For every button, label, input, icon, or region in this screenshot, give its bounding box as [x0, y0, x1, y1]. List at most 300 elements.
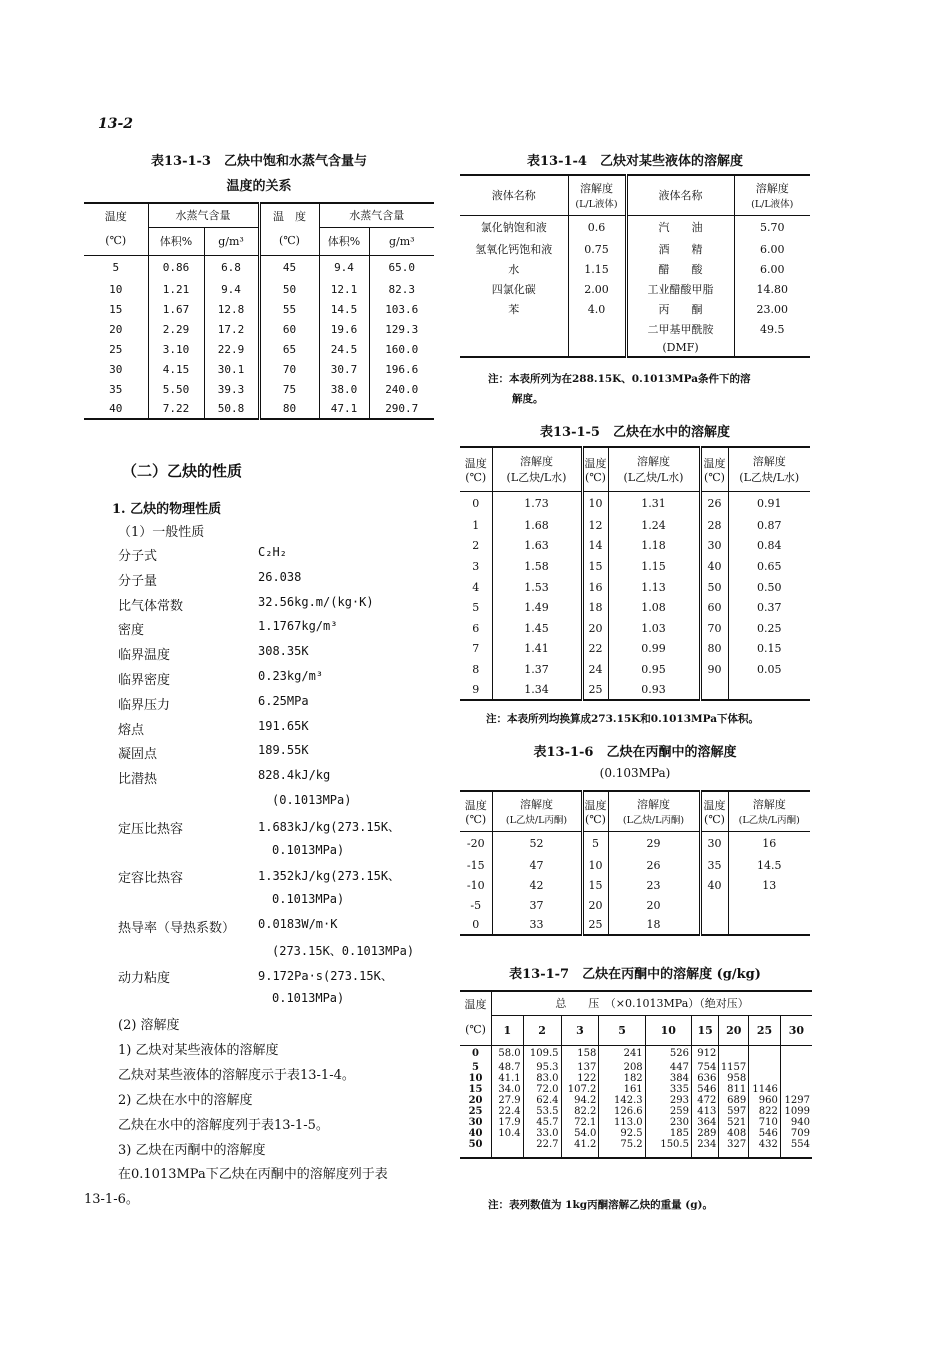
t3-h-vol2: 体积%: [319, 227, 369, 255]
t4-cell: 丙 酮: [626, 299, 734, 319]
t4-cell: 醋 酸: [626, 259, 734, 279]
t7-cell: 109.5: [523, 1045, 561, 1062]
t4-h-sol2-unit: (L/L液体): [751, 199, 794, 211]
t7-cell: 912: [691, 1045, 718, 1062]
t3-cell: 6.8: [204, 255, 259, 279]
property-name: 比气体常数: [118, 598, 184, 614]
t5-cell: 1.08: [608, 597, 700, 618]
t5-row: [460, 577, 810, 598]
t6-h-temp: [460, 791, 492, 831]
t3-cell: 80: [259, 399, 319, 419]
t4-cell: 4.0: [568, 299, 626, 319]
t7-cell: 960: [749, 1095, 781, 1106]
t7-cell: 62.4: [523, 1095, 561, 1106]
property-name: 比潜热: [118, 772, 158, 788]
t7-cell: 48.7: [492, 1062, 524, 1073]
t7-cell: 364: [691, 1117, 718, 1128]
t6-h-temp2-unit: (℃): [585, 812, 606, 826]
property-name: 热导率（导热系数）: [118, 921, 236, 936]
t5-h-sol2-unit: (L乙炔/L水): [623, 471, 684, 485]
t3-row: [84, 359, 434, 379]
t7-cell: 1099: [780, 1106, 812, 1117]
t3-cell: 82.3: [369, 279, 434, 299]
t7-cell: 811: [719, 1084, 749, 1095]
t3-cell: 5: [112, 260, 120, 274]
t4-cell: 6.00: [734, 259, 810, 279]
t4-cell: 酒 精: [626, 239, 734, 259]
t3-cell: 4.15: [148, 359, 204, 379]
t3-row: [84, 399, 434, 419]
t4-cell: 二甲基甲酰胺: [626, 319, 734, 339]
t7-h-pressure: 5: [599, 1015, 645, 1045]
t5-cell: 14: [582, 536, 608, 557]
t7-cell: 94.2: [561, 1095, 599, 1106]
t7-cell: 597: [719, 1106, 749, 1117]
t7-cell: 41.2: [561, 1139, 599, 1150]
t7-cell: 10.4: [492, 1128, 524, 1139]
t3-cell: 70: [259, 359, 319, 379]
t3-cell: 75: [259, 379, 319, 399]
t7-temp: 5: [472, 1062, 480, 1073]
t3-h-unit2: (℃): [259, 227, 319, 255]
property-name: 动力粘度: [118, 970, 171, 986]
t7-cell: 150.5: [645, 1139, 691, 1150]
sub2-heading: (2) 溶解度: [118, 1018, 180, 1033]
sub1a-heading: （1）一般性质: [118, 525, 205, 540]
t7-cell: [780, 1084, 812, 1095]
t3-row: [84, 339, 434, 359]
t7-cell: 107.2: [561, 1084, 599, 1095]
t7-cell: 142.3: [599, 1095, 645, 1106]
t3-cell: 19.6: [319, 319, 369, 339]
t5-cell: 2: [472, 539, 480, 553]
t4-row: [460, 279, 810, 299]
t6-h-sol3-label: 溶解度: [752, 798, 786, 812]
t4-cell: 四氯化碳: [491, 283, 536, 296]
t7-cell: 22.4: [492, 1106, 524, 1117]
t7-cell: 75.2: [599, 1139, 645, 1150]
t7-cell: 940: [780, 1117, 812, 1128]
t7-cell: 27.9: [492, 1095, 524, 1106]
t5-cell: [728, 680, 810, 701]
t4-cell: 0.6: [568, 215, 626, 239]
t6-row: [460, 895, 810, 915]
t5-cell: 0.15: [728, 639, 810, 660]
t7-cell: 432: [749, 1139, 781, 1150]
t7-row: [460, 1117, 812, 1128]
t5-cell: 0.91: [728, 491, 810, 515]
t3-cell: 22.9: [204, 339, 259, 359]
t3-cell: 60: [259, 319, 319, 339]
t7-cell: 289: [691, 1128, 718, 1139]
t7-h-press: 总 压 （×0.1013MPa）（绝对压）: [492, 991, 812, 1015]
property-name: 密度: [118, 623, 145, 639]
t7-cell: 17.9: [492, 1117, 524, 1128]
property-name: 定容比热容: [118, 871, 184, 887]
t7-temp: 30: [468, 1117, 483, 1128]
t5-cell: 1.58: [492, 556, 582, 577]
t7-cell: [749, 1073, 781, 1084]
t3-cell: 103.6: [369, 299, 434, 319]
t5-cell: 1.03: [608, 618, 700, 639]
t3-cell: 3.10: [148, 339, 204, 359]
t6-cell: -10: [466, 878, 485, 892]
t5-cell: 10: [582, 491, 608, 515]
t3-cell: 7.22: [148, 399, 204, 419]
t5-row: [460, 639, 810, 660]
p3-title: 3) 乙炔在丙酮中的溶解度: [118, 1143, 266, 1158]
t5-cell: 22: [582, 639, 608, 660]
t7-temp: 0: [472, 1048, 480, 1060]
t7-cell: 335: [645, 1084, 691, 1095]
t7-cell: 83.0: [523, 1073, 561, 1084]
t6-cell: 37: [492, 895, 582, 915]
t7-row: [460, 1139, 812, 1150]
t5-cell: 0: [472, 496, 480, 510]
t5-h-sol3-label: 溶解度: [752, 455, 786, 469]
t3-cell: 25: [109, 342, 123, 356]
t7-cell: 41.1: [492, 1073, 524, 1084]
t7-h-pressure: 30: [780, 1015, 812, 1045]
t3-cell: 290.7: [369, 399, 434, 419]
t3-cell: 45: [259, 255, 319, 279]
t7-cell: 709: [780, 1128, 812, 1139]
t6-cell: 20: [582, 895, 608, 915]
p3-text-b: 13-1-6。: [84, 1192, 139, 1207]
t7-cell: 95.3: [523, 1062, 561, 1073]
t4-h-sol: [568, 175, 626, 215]
t5-cell: 26: [700, 491, 728, 515]
t7-cell: 72.1: [561, 1117, 599, 1128]
property-value: C₂H₂: [258, 545, 287, 559]
table6: [460, 790, 810, 936]
t3-cell: 30.1: [204, 359, 259, 379]
t6-row: [460, 875, 810, 895]
t4-cell: 49.5: [734, 319, 810, 339]
t6-cell: 0: [472, 918, 480, 931]
t5-cell: 1.53: [492, 577, 582, 598]
t3-h-water: 水蒸气含量: [148, 203, 259, 227]
t3-cell: 38.0: [319, 379, 369, 399]
t7-spacer-row: [460, 1150, 812, 1158]
t4-h-name2: 液体名称: [626, 175, 734, 215]
t6-cell: 52: [492, 831, 582, 855]
t6-cell: 33: [492, 915, 582, 935]
t7-h-unit: (℃): [465, 1023, 486, 1037]
property-name: 临界温度: [118, 648, 171, 664]
t5-row: [460, 659, 810, 680]
t5-cell: 1.31: [608, 491, 700, 515]
t7-cell: 1146: [749, 1084, 781, 1095]
property-value-cont: (0.1013MPa): [272, 793, 352, 807]
t6-cell: [728, 895, 810, 915]
t5-cell: 1.34: [492, 680, 582, 701]
t5-h-sol2: [608, 447, 700, 491]
t7-cell: 554: [780, 1139, 812, 1150]
t6-cell: 15: [582, 875, 608, 895]
t7-cell: 72.0: [523, 1084, 561, 1095]
t6-row: [460, 855, 810, 875]
t5-row: [460, 491, 810, 515]
t7-cell: 234: [691, 1139, 718, 1150]
t4-cell: 0.75: [568, 239, 626, 259]
t6-cell: 20: [608, 895, 700, 915]
t3-cell: 35: [109, 382, 123, 396]
t3-h-gm3: g/m³: [204, 227, 259, 255]
t7-h-pressure: 20: [719, 1015, 749, 1045]
table7-note: 注：表列数值为 1kg丙酮溶解乙炔的重量 (g)。: [488, 1199, 714, 1211]
t4-cell: 2.00: [568, 279, 626, 299]
t4-cell: 苯: [508, 303, 520, 316]
t7-cell: 327: [719, 1139, 749, 1150]
t7-row: [460, 1062, 812, 1073]
t7-cell: 158: [561, 1045, 599, 1062]
property-value-cont: 0.1013MPa): [272, 842, 345, 857]
t6-cell: 10: [582, 855, 608, 875]
t6-cell: [700, 915, 728, 935]
t5-cell: 50: [700, 577, 728, 598]
t3-cell: 196.6: [369, 359, 434, 379]
t5-cell: 1.68: [492, 515, 582, 536]
t4-cell: 水: [508, 263, 520, 276]
t6-cell: 23: [608, 875, 700, 895]
t6-h-temp3-unit: (℃): [704, 812, 725, 826]
t7-cell: 137: [561, 1062, 599, 1073]
t3-cell: 39.3: [204, 379, 259, 399]
t5-cell: 80: [700, 639, 728, 660]
t7-h-pressure: 25: [749, 1015, 781, 1045]
t7-h-pressure: 3: [561, 1015, 599, 1045]
t5-h-temp2-unit: (℃): [585, 470, 606, 484]
t5-row: [460, 597, 810, 618]
t7-cell: 259: [645, 1106, 691, 1117]
table6-caption: 表13-1-6 乙炔在丙酮中的溶解度: [533, 745, 737, 760]
t5-cell: 1.37: [492, 659, 582, 680]
property-value: 9.172Pa·s(273.15K、: [258, 968, 393, 983]
t7-row: [460, 1106, 812, 1117]
t3-row: [84, 279, 434, 299]
t7-cell: 1157: [719, 1062, 749, 1073]
t7-cell: [492, 1139, 524, 1150]
t5-cell: 0.87: [728, 515, 810, 536]
table5: [460, 446, 810, 701]
t5-cell: 18: [582, 597, 608, 618]
property-name: 熔点: [118, 722, 145, 738]
t7-temp: 50: [468, 1139, 483, 1150]
t5-h-temp3: [700, 447, 728, 491]
t5-h-sol-unit: (L乙炔/L水): [506, 471, 567, 485]
t3-h-gm3-2: g/m³: [369, 227, 434, 255]
t5-cell: 7: [472, 642, 480, 656]
t6-cell: 40: [700, 875, 728, 895]
t5-cell: 15: [582, 556, 608, 577]
t4-cell: 5.70: [734, 215, 810, 239]
t7-cell: 241: [599, 1045, 645, 1062]
t5-cell: 1.41: [492, 639, 582, 660]
t5-h-temp2-label: 温度: [584, 456, 607, 470]
t7-cell: 113.0: [599, 1117, 645, 1128]
t5-cell: 90: [700, 659, 728, 680]
t6-cell: 14.5: [728, 855, 810, 875]
t5-cell: 3: [472, 559, 480, 573]
t4-cell: (DMF): [626, 339, 734, 357]
t4-row: [460, 319, 810, 339]
t3-row: [84, 255, 434, 279]
t5-cell: 1.49: [492, 597, 582, 618]
property-name: 分子式: [118, 549, 158, 564]
t7-cell: 82.2: [561, 1106, 599, 1117]
property-value: 1.352kJ/kg(273.15K、: [258, 869, 401, 884]
t5-cell: 0.37: [728, 597, 810, 618]
t3-h-temp: 温度: [104, 209, 127, 223]
table4-note-b: 解度。: [512, 393, 544, 405]
t4-h-sol2-label: 溶解度: [755, 182, 789, 196]
t5-cell: 70: [700, 618, 728, 639]
t3-cell: 160.0: [369, 339, 434, 359]
t5-row: [460, 515, 810, 536]
t7-cell: 58.0: [492, 1045, 524, 1062]
t4-row: [460, 299, 810, 319]
t7-h-pressure: 10: [645, 1015, 691, 1045]
t4-cell: [568, 339, 626, 357]
t5-cell: 0.93: [608, 680, 700, 701]
t6-cell: 25: [582, 915, 608, 935]
t3-cell: 10: [109, 282, 123, 296]
t7-cell: 546: [749, 1128, 781, 1139]
t5-cell: 9: [472, 683, 480, 697]
t6-cell: -5: [470, 898, 482, 912]
t7-temp: 15: [468, 1084, 483, 1095]
t3-cell: 47.1: [319, 399, 369, 419]
t4-cell: 14.80: [734, 279, 810, 299]
t7-cell: 546: [691, 1084, 718, 1095]
t3-cell: 65: [259, 339, 319, 359]
t5-cell: 28: [700, 515, 728, 536]
t7-cell: 53.5: [523, 1106, 561, 1117]
t4-row: [460, 215, 810, 239]
t6-h-sol: [492, 791, 582, 831]
t6-h-temp3: [700, 791, 728, 831]
p2-title: 2) 乙炔在水中的溶解度: [118, 1093, 253, 1108]
t5-cell: 0.05: [728, 659, 810, 680]
table6-subcaption: (0.103MPa): [599, 766, 671, 780]
property-name: 分子量: [118, 573, 158, 589]
property-value-cont: 0.1013MPa): [272, 892, 345, 907]
t5-cell: 1.15: [608, 556, 700, 577]
t6-h-temp2: [582, 791, 608, 831]
t6-h-temp-unit: (℃): [465, 812, 487, 826]
t7-h-pressure: 1: [492, 1015, 524, 1045]
table3-caption-line1: 表13-1-3 乙炔中饱和水蒸气含量与: [151, 154, 367, 169]
t4-cell: 1.15: [568, 259, 626, 279]
t3-cell: 0.86: [148, 255, 204, 279]
t5-cell: 0.65: [728, 556, 810, 577]
property-value: 0.23kg/m³: [258, 669, 324, 683]
t3-cell: 55: [259, 299, 319, 319]
table4-note-a: 注：本表所列为在288.15K、0.1013MPa条件下的溶: [488, 373, 751, 385]
t7-cell: 472: [691, 1095, 718, 1106]
t7-cell: 1297: [780, 1095, 812, 1106]
t6-h-sol2-unit: (L乙炔/L丙酮): [622, 815, 685, 827]
t7-cell: 636: [691, 1073, 718, 1084]
t3-row: [84, 379, 434, 399]
t3-cell: 1.21: [148, 279, 204, 299]
t5-cell: 0.99: [608, 639, 700, 660]
t6-row: [460, 915, 810, 935]
property-value: 308.35K: [258, 644, 309, 659]
t3-cell: 50.8: [204, 399, 259, 419]
t3-h-temp2: 温 度: [259, 203, 319, 227]
t5-cell: 24: [582, 659, 608, 680]
t7-cell: 413: [691, 1106, 718, 1117]
t3-h-vol: 体积%: [148, 227, 204, 255]
t5-cell: 0.95: [608, 659, 700, 680]
t7-h-pressure: 15: [691, 1015, 718, 1045]
t7-cell: 384: [645, 1073, 691, 1084]
t3-cell: 14.5: [319, 299, 369, 319]
t3-cell: 30: [109, 362, 123, 376]
t6-h-sol-label: 溶解度: [520, 798, 553, 812]
t7-temp: 20: [468, 1095, 483, 1106]
t6-cell: [728, 915, 810, 935]
section-heading: （二）乙炔的性质: [122, 462, 243, 480]
t4-cell: 汽 油: [626, 215, 734, 239]
t5-row: [460, 618, 810, 639]
t4-cell: 工业醋酸甲脂: [626, 279, 734, 299]
p3-text-a: 在0.1013MPa下乙炔在丙酮中的溶解度列于表: [118, 1167, 388, 1182]
t3-cell: 12.1: [319, 279, 369, 299]
table4-caption: 表13-1-4 乙炔对某些液体的溶解度: [527, 154, 743, 169]
t5-h-sol2-label: 溶解度: [637, 455, 670, 469]
t5-h-temp: [460, 447, 492, 491]
t5-cell: 4: [472, 580, 480, 594]
t7-cell: [780, 1045, 812, 1062]
t5-h-sol3: [728, 447, 810, 491]
t6-cell: -20: [466, 836, 485, 850]
property-value: 1.1767kg/m³: [258, 619, 338, 634]
t4-cell: 6.00: [734, 239, 810, 259]
t3-row: [84, 319, 434, 339]
t3-cell: 17.2: [204, 319, 259, 339]
t5-h-temp2: [582, 447, 608, 491]
t6-h-sol3: [728, 791, 810, 831]
t7-cell: 182: [599, 1073, 645, 1084]
t5-cell: 30: [700, 536, 728, 557]
t3-cell: 129.3: [369, 319, 434, 339]
t4-row: [460, 259, 810, 279]
table5-caption: 表13-1-5 乙炔在水中的溶解度: [540, 425, 730, 440]
t3-cell: 1.67: [148, 299, 204, 319]
property-name: 临界压力: [118, 697, 171, 713]
t5-cell: 1.24: [608, 515, 700, 536]
t4-h-sol2: [734, 175, 810, 215]
property-value: 6.25MPa: [258, 693, 309, 708]
t7-cell: 208: [599, 1062, 645, 1073]
t6-cell: 35: [700, 855, 728, 875]
property-value-cont: (273.15K、0.1013MPa): [272, 943, 415, 958]
t6-h-sol2-label: 溶解度: [637, 798, 670, 812]
t7-cell: 447: [645, 1062, 691, 1073]
t7-cell: 689: [719, 1095, 749, 1106]
t6-cell: 47: [492, 855, 582, 875]
t7-cell: 958: [719, 1073, 749, 1084]
property-value: 189.55K: [258, 743, 309, 758]
property-value-cont: 0.1013MPa): [272, 991, 345, 1006]
t7-cell: 754: [691, 1062, 718, 1073]
t4-h-sol-unit: (L/L液体): [575, 199, 618, 211]
t7-cell: 710: [749, 1117, 781, 1128]
t7-row: [460, 1073, 812, 1084]
